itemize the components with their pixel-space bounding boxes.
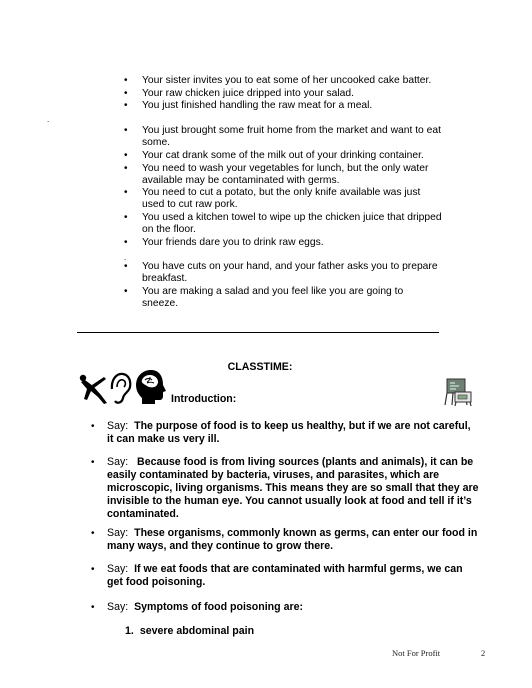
- stretching-figure-icon: [80, 375, 107, 404]
- list-item: • Your friends dare you to drink raw eggs.: [124, 237, 324, 248]
- say-item: • Say: Symptoms of food poisoning are:: [91, 601, 304, 613]
- list-item: • Your sister invites you to eat some of her uncooked cake batter.: [124, 75, 432, 86]
- classtime-heading: CLASSTIME:: [227, 361, 293, 373]
- list-item: • You need to wash your vegetables for lunch, but the only water available may be contaminated with germs.: [124, 163, 429, 186]
- introduction-label: Introduction:: [171, 393, 237, 405]
- say-item: • Say: If we eat foods that are contaminated with harmful germs, we can get food poisoning.: [91, 563, 463, 588]
- numbered-item: 1. severe abdominal pain: [125, 625, 255, 637]
- bullet: •: [91, 421, 95, 432]
- say-item: • Say: The purpose of food is to keep us healthy, but if we are not careful, it can make us very ill.: [91, 420, 471, 445]
- bullet: •: [124, 212, 128, 223]
- bullet: •: [91, 602, 95, 613]
- learning-icons: [77, 369, 169, 405]
- list-item: • You need to cut a potato, but the only knife available was just used to cut raw pork.: [124, 187, 421, 210]
- say-item: • Say: These organisms, commonly known as germs, can enter our food in many ways, and they continue to grow there.: [91, 527, 478, 552]
- bullet: •: [91, 457, 95, 468]
- list-item: • You have cuts on your hand, and your father asks you to prepare breakfast.: [124, 261, 438, 284]
- stray-mark: .: [47, 115, 50, 124]
- list-item: • You just brought some fruit home from the market and want to eat some.: [124, 125, 441, 148]
- ear-icon: [112, 374, 130, 403]
- bullet: •: [124, 261, 128, 272]
- bullet: •: [91, 564, 95, 575]
- footer-note: Not For Profit: [392, 648, 441, 658]
- bullet: •: [124, 163, 128, 174]
- list-item: • You are making a salad and you feel like you are going to sneeze.: [124, 286, 404, 309]
- list-item: • You just finished handling the raw meat for a meal.: [124, 100, 373, 111]
- chalkboard-icon: [443, 375, 473, 407]
- list-item: • Your cat drank some of the milk out of your drinking container.: [124, 150, 424, 161]
- bullet: •: [91, 528, 95, 539]
- bullet: •: [124, 100, 128, 111]
- list-item: • Your raw chicken juice dripped into your salad.: [124, 88, 354, 99]
- page-number: 2: [481, 648, 486, 658]
- head-brain-icon: [136, 370, 166, 404]
- say-item: • Say: Because food is from living sources (plants and animals), it can be easily contaminated by bacteria, viruses, and parasites, which are microscopic, living organisms. This means they are so small that they are invisible to the human eye. You cannot usually look at food and tell if it’s contaminated.: [91, 456, 479, 520]
- bullet: •: [124, 75, 128, 86]
- bullet: •: [124, 286, 128, 297]
- list-item: • You used a kitchen towel to wipe up the chicken juice that dripped on the floor.: [124, 212, 442, 235]
- bullet: •: [124, 150, 128, 161]
- bullet: •: [124, 237, 128, 248]
- bullet: •: [124, 125, 128, 136]
- bullet: •: [124, 88, 128, 99]
- bullet: •: [124, 187, 128, 198]
- stray-mark: .: [124, 253, 127, 262]
- horizontal-rule: [77, 332, 439, 333]
